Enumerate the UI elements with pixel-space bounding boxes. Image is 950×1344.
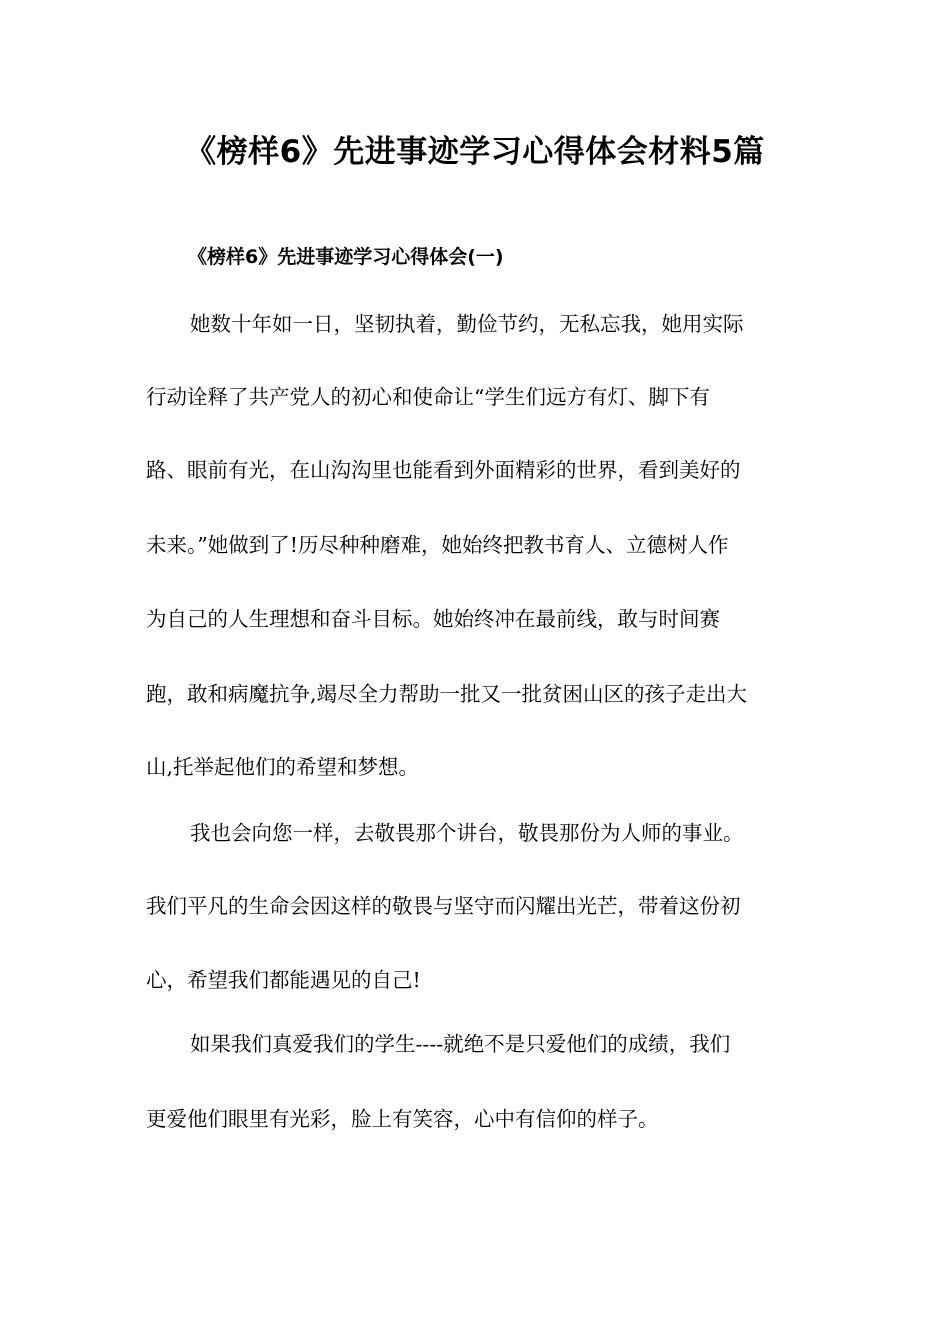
paragraph-2-line-3: 心，希望我们都能遇见的自己! — [146, 968, 421, 992]
paragraph-1-line-1: 她数十年如一日，坚韧执着，勤俭节约，无私忘我，她用实际 — [190, 312, 744, 336]
paragraph-1-line-4: 未来。”她做到了!历尽种种磨难，她始终把教书育人、立德树人作 — [146, 533, 729, 557]
document-title: 《榜样6》先进事迹学习心得体会材料5篇 — [185, 134, 765, 170]
paragraph-2-line-2: 我们平凡的生命会因这样的敬畏与坚守而闪耀出光芒，带着这份初 — [146, 894, 741, 918]
section-heading: 《榜样6》先进事迹学习心得体会(一) — [188, 246, 504, 268]
paragraph-1-line-6: 跑，敢和病魔抗争,竭尽全力帮助一批又一批贫困山区的孩子走出大 — [146, 682, 748, 706]
paragraph-2-line-1: 我也会向您一样，去敬畏那个讲台，敬畏那份为人师的事业。 — [190, 821, 744, 845]
paragraph-3-line-1: 如果我们真爱我们的学生----就绝不是只爱他们的成绩，我们 — [190, 1032, 731, 1056]
paragraph-1-line-7: 山,托举起他们的希望和梦想。 — [146, 755, 420, 779]
paragraph-1-line-3: 路、眼前有光，在山沟沟里也能看到外面精彩的世界，看到美好的 — [146, 458, 741, 482]
paragraph-1-line-2: 行动诠释了共产党人的初心和使命让“学生们远方有灯、脚下有 — [146, 385, 710, 409]
paragraph-3-line-2: 更爱他们眼里有光彩，脸上有笑容，心中有信仰的样子。 — [146, 1107, 659, 1131]
paragraph-1-line-5: 为自己的人生理想和奋斗目标。她始终冲在最前线，敢与时间赛 — [146, 607, 720, 631]
